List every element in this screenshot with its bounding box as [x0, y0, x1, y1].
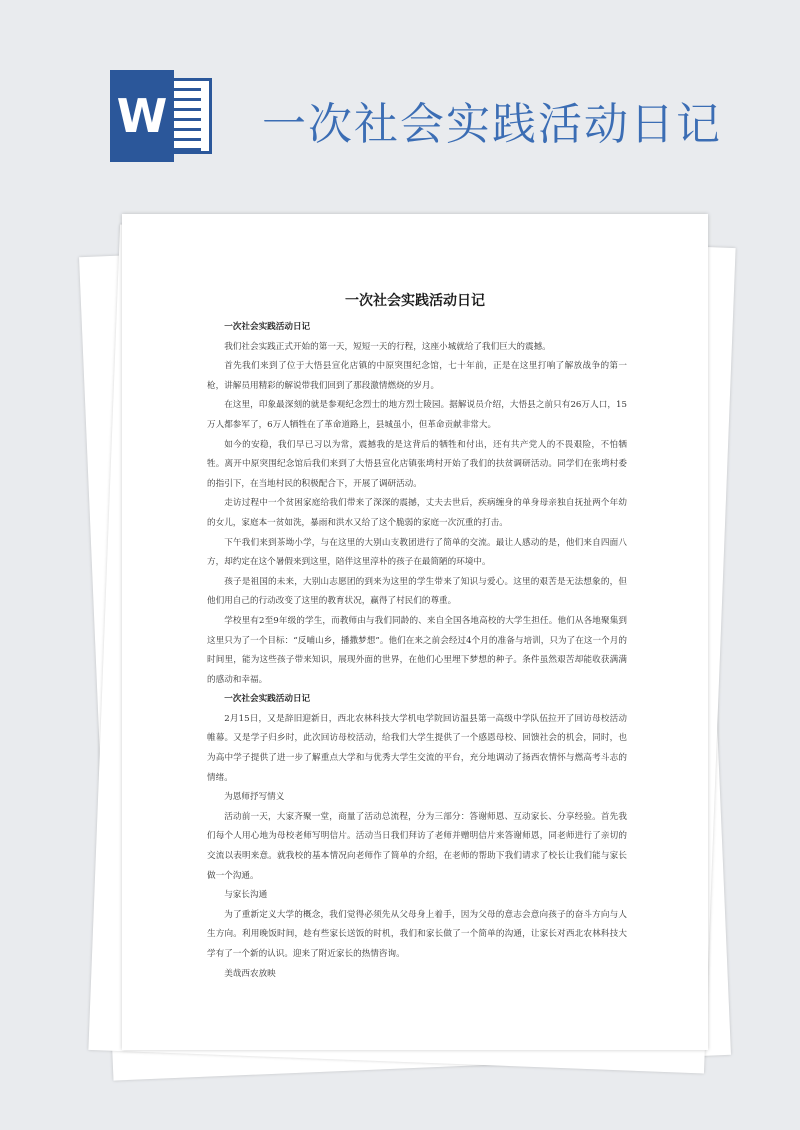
paragraph: 如今的安稳，我们早已习以为常，震撼我的是这背后的牺牲和付出，还有共产党人的不畏艰险，不怕牺牲。离开中原突围纪念馆后我们来到了大悟县宣化店镇张塆村开始了我们的扶贫调研活动。同学们在张塆村委的指引下，在当地村民的积极配合下，开展了调研活动。 [207, 439, 627, 489]
paragraph: 在这里，印象最深刻的就是参观纪念烈士的地方烈士陵园。据解说员介绍，大悟县之前只有26万人口，15万人都参军了，6万人牺牲在了革命道路上，县城虽小，但革命贡献非常大。 [207, 400, 627, 430]
paragraph: 首先我们来到了位于大悟县宣化店镇的中原突围纪念馆，七十年前，正是在这里打响了解放战争的第一枪，讲解员用精彩的解说带我们回到了那段激情燃烧的岁月。 [207, 361, 627, 391]
section-heading: 一次社会实践活动日记 [224, 694, 311, 705]
paragraph: 2月15日，又是辞旧迎新日，西北农林科技大学机电学院回访温县第一高级中学队伍拉开了回访母校活动帷幕。又是学子归乡时，此次回访母校活动，给我们大学生提供了一个感恩母校、回馈社会的机会，同时，也为高中学子提供了进一步了解重点大学和与优秀大学生交流的平台，充分地调动了扬西农情怀与燃高考斗志的情绪。 [207, 713, 627, 783]
subsection-heading: 为恩师抒写情义 [224, 792, 285, 803]
paragraph: 下午我们来到茶坳小学，与在这里的大别山支教团进行了简单的交流。最让人感动的是，他们来自四面八方，却约定在这个暑假来到这里，陪伴这里淳朴的孩子在最简陋的环境中。 [207, 537, 627, 568]
paragraph: 孩子是祖国的未来，大别山志愿团的到来为这里的学生带来了知识与爱心。这里的艰苦是无法想象的，但他们用自己的行动改变了这里的教育状况，赢得了村民们的尊重。 [207, 576, 627, 607]
paragraph: 学校里有2至9年级的学生，而教师由与我们同龄的、来自全国各地高校的大学生担任。他们从各地聚集到这里只为了一个目标：“反哺山乡，播撒梦想”。他们在来之前会经过4个月的准备与培训，只为了在这一个月的时间里，能为这些孩子带来知识，展现外面的世界，在他们心里埋下梦想的种子。条件虽然艰苦却能收获满满的感动和幸福。 [207, 615, 627, 685]
paragraph: 走访过程中一个贫困家庭给我们带来了深深的震撼，丈夫去世后，疾病缠身的单身母亲独自抚扯两个年幼的女儿，家庭本一贫如洗，暴雨和洪水又给了这个脆弱的家庭一次沉重的打击。 [207, 498, 627, 528]
subsection-heading: 美哉西农放映 [224, 968, 276, 979]
document-page [122, 214, 708, 1050]
paragraph: 活动前一天，大家齐聚一堂，商量了活动总流程，分为三部分：答谢师恩、互动家长、分享经验。首先我们每个人用心地为母校老师写明信片。活动当日我们拜访了老师并赠明信片来答谢师恩，同老师进行了亲切的交流以表明来意。就我校的基本情况向老师作了简单的介绍，在老师的帮助下我们请求了校长让我们能与家长做一个沟通。 [207, 811, 627, 881]
word-logo [110, 70, 218, 162]
paragraph: 为了重新定义大学的概念，我们觉得必须先从父母身上着手，因为父母的意志会意向孩子的奋斗方向与人生方向。利用晚饭时间，趁有些家长送饭的时机，我们和家长做了一个简单的沟通，让家长对西北农林科技大学有了一个新的认识。迎来了附近家长的热情咨询。 [207, 909, 627, 959]
subsection-heading: 与家长沟通 [224, 890, 268, 901]
section-heading: 一次社会实践活动日记 [224, 322, 311, 332]
paragraph: 我们社会实践正式开始的第一天，短短一天的行程，这座小城就给了我们巨大的震撼。 [224, 341, 551, 352]
word-badge-icon: W [110, 70, 174, 162]
banner-title: 一次社会实践活动日记 [262, 99, 722, 150]
document-title: 一次社会实践活动日记 [345, 293, 485, 309]
document-body [207, 318, 627, 984]
